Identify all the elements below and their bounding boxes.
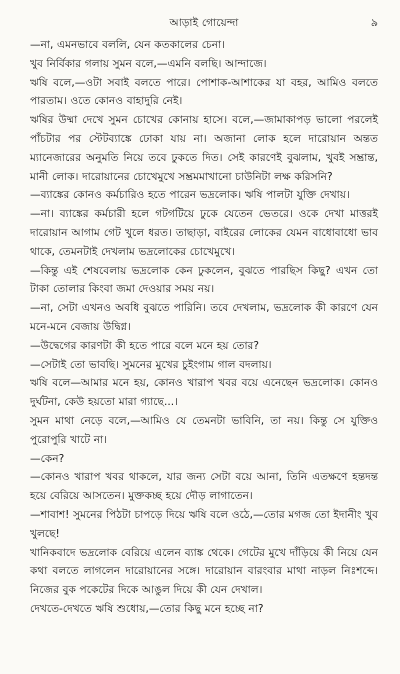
book-title: আড়াই গোয়েন্দা <box>169 17 239 29</box>
paragraph-10: —সেটাই তো ভাবছি। সুমনের মুখের চুইংগাম গাল বদলায়। <box>30 358 272 371</box>
paragraph-2: খুব নির্বিকার গলায় সুমন বলে,—এমনি বলছি। আন্দাজে। <box>30 57 267 70</box>
paragraph-5: —ব্যাঙ্কের কোনও কর্মচারিও হতে পারেন ভদ্রলোক। ঋষি পালটা যুক্তি দেখায়। <box>30 189 350 202</box>
paragraph-11: ঋষি বলে—আমার মনে হয়, কোনও খারাপ খবর বয়ে এনেছেন ভদ্রলোক। কোনও দুর্ঘটনা, কেউ হয়তো মারা গ্যাছে...। <box>30 377 378 409</box>
paragraph-16: খানিকবাদে ভদ্রলোক বেরিয়ে এলেন ব্যাঙ্ক থেকে। গেটের মুখে দাঁড়িয়ে কী নিয়ে যেন কথা বলতে লাগলেন দারোয়ানের সঙ্গে। দারোয়ান বারংবার মাথা নাড়ল নিঃশব্দে। নিজের বুক পকেটের দিকে আঙুল দিয়ে কী যেন দেখাল। <box>30 546 378 597</box>
paragraph-9: —উদ্বেগের কারণটা কী হতে পারে বলে মনে হয় তোর? <box>30 339 259 352</box>
paragraph-7: —কিন্তু এই শেষবেলায় ভদ্রলোক কেন ঢুকলেন, বুঝতে পারছিস কিছু? এখন তো টাকা তোলার কিংবা জমা দেওয়ার সময় নয়। <box>30 264 378 296</box>
paragraph-13: —কেন? <box>30 452 65 465</box>
paragraph-6: —না। ব্যাঙ্কের কর্মচারী হলে গটগটিয়ে ঢুকে যেতেন ভেতরে। ওকে দেখা মাত্তরই দারোয়ান আগাম গেট খুলে ধরত। তাছাড়া, বাইরের লোকের যেমন বাধোবাধো ভাব থাকে, তেমনটাই দেখলাম ভদ্রলোকের চোখেমুখে। <box>30 208 378 258</box>
running-header <box>30 14 378 32</box>
paragraph-3: ঋষি বলে,—ওটা সবাই বলতে পারে। পোশাক-আশাকের যা বহর, আমিও বলতে পারতাম। ওতে কোনও বাহাদুরি নেই। <box>30 76 378 108</box>
paragraph-4: ঋষির উষ্মা দেখে সুমন চোখের কোনায় হাসে। বলে,—জামাকাপড় ভালো পরলেই পাঁচটার পর স্টেটব্যাঙ্কে ঢোকা যায় না। অজানা লোক হলে দারোয়ান অন্তত ম্যানেজারের অনুমতি নিয়ে তবে ঢুকতে দিত। সেই কারণেই বুঝলাম, খুবই সম্ভ্রান্ত, মানী লোক। দারোয়ানের চোখেমুখে সম্ভ্রমমাখানো চাউনিটা লক্ষ করিসনি? <box>30 114 378 183</box>
paragraph-12: সুমন মাথা নেড়ে বলে,—আমিও যে তেমনটা ভাবিনি, তা নয়। কিন্তু সে যুক্তিও পুরোপুরি খাটে না। <box>30 414 378 446</box>
paragraph-8: —না, সেটা এখনও অবধি বুঝতে পারিনি। তবে দেখলাম, ভদ্রলোক কী কারণে যেন মনে-মনে বেজায় উদ্বিগ্ন। <box>30 302 378 333</box>
paragraph-1: —না, এমনভাবে বললি, যেন কতকালের চেনা। <box>30 39 225 51</box>
paragraph-14: —কোনও খারাপ খবর থাকলে, যার জন্য সেটা বয়ে আনা, তিনি এতক্ষণে হন্তদন্ত হয়ে বেরিয়ে আসতেন। মুক্তকচ্ছ হয়ে দৌড় লাগাতেন। <box>30 471 378 503</box>
paragraph-15: —শাবাশ! সুমনের পিঠটা চাপড়ে দিয়ে ঋষি বলে ওঠে,—তোর মগজ তো ইদানীং খুব খুলছে! <box>30 508 378 540</box>
page-number: ৯ <box>370 16 378 29</box>
paragraph-17: দেখতে-দেখতে ঋষি শুধোয়,—তোর কিছু মনে হচ্ছে না? <box>30 602 264 615</box>
body-text <box>30 36 378 619</box>
